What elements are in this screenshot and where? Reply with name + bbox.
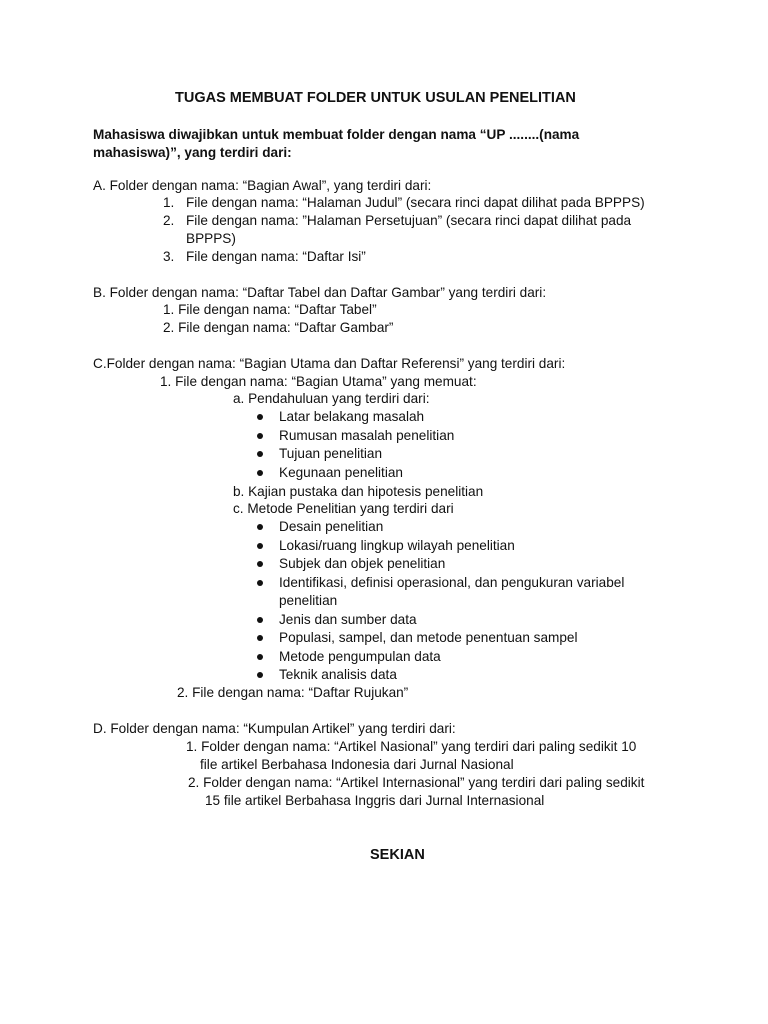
section-a-item-text: File dengan nama: “Daftar Isi” [186, 249, 366, 264]
bullet-icon [257, 470, 263, 476]
section-a-heading: A. Folder dengan nama: “Bagian Awal”, yang terdiri dari: [93, 178, 432, 193]
section-c-heading: C.Folder dengan nama: “Bagian Utama dan Daftar Referensi” yang terdiri dari: [93, 356, 566, 371]
list-item: Metode pengumpulan data [279, 649, 441, 664]
section-a-item-num: 2. [163, 213, 175, 228]
list-item: Desain penelitian [279, 519, 384, 534]
section-c-file-2: 2. File dengan nama: “Daftar Rujukan” [177, 685, 409, 700]
list-item: Tujuan penelitian [279, 446, 383, 461]
bullet-icon [257, 561, 263, 567]
section-b-heading: B. Folder dengan nama: “Daftar Tabel dan Daftar Gambar” yang terdiri dari: [93, 285, 547, 300]
list-item: Identifikasi, definisi operasional, dan pengukuran variabel [279, 575, 625, 590]
section-a-item-num: 3. [163, 249, 175, 264]
list-item-cont: penelitian [279, 593, 338, 608]
section-d-item-2: 2. Folder dengan nama: “Artikel Internasional” yang terdiri dari paling sedikit [188, 775, 645, 790]
section-c-file-1: 1. File dengan nama: “Bagian Utama” yang memuat: [160, 374, 477, 389]
bullet-icon [257, 580, 263, 586]
section-d-item-1: 1. Folder dengan nama: “Artikel Nasional” yang terdiri dari paling sedikit 10 [186, 739, 637, 754]
closing-text: SEKIAN [370, 847, 425, 863]
intro-line-1: Mahasiswa diwajibkan untuk membuat folder dengan nama “UP ........(nama [93, 127, 580, 142]
list-item: Populasi, sampel, dan metode penentuan sampel [279, 630, 578, 645]
bullet-icon [257, 451, 263, 457]
bullet-icon [257, 617, 263, 623]
section-c-sub-a: a. Pendahuluan yang terdiri dari: [233, 391, 430, 406]
section-b-item: 1. File dengan nama: “Daftar Tabel” [163, 302, 377, 317]
list-item: Teknik analisis data [279, 667, 397, 682]
list-item: Jenis dan sumber data [279, 612, 417, 627]
section-a-item-num: 1. [163, 195, 175, 210]
section-a-item-text: File dengan nama: ”Halaman Persetujuan” (secara rinci dapat dilihat pada [186, 213, 632, 228]
section-a-item-text: File dengan nama: “Halaman Judul” (secara rinci dapat dilihat pada BPPPS) [186, 195, 645, 210]
bullet-icon [257, 524, 263, 530]
list-item: Subjek dan objek penelitian [279, 556, 446, 571]
bullet-icon [257, 414, 263, 420]
list-item: Kegunaan penelitian [279, 465, 403, 480]
list-item: Lokasi/ruang lingkup wilayah penelitian [279, 538, 515, 553]
section-a-item-text-cont: BPPPS) [186, 231, 236, 246]
document-title: TUGAS MEMBUAT FOLDER UNTUK USULAN PENELITIAN [175, 90, 576, 106]
bullet-icon [257, 654, 263, 660]
section-c-sub-c: c. Metode Penelitian yang terdiri dari [233, 501, 454, 516]
section-d-item-2-cont: 15 file artikel Berbahasa Inggris dari Jurnal Internasional [205, 793, 545, 808]
section-d-item-1-cont: file artikel Berbahasa Indonesia dari Jurnal Nasional [200, 757, 514, 772]
bullet-icon [257, 635, 263, 641]
section-c-sub-b: b. Kajian pustaka dan hipotesis penelitian [233, 484, 484, 499]
bullet-icon [257, 543, 263, 549]
list-item: Rumusan masalah penelitian [279, 428, 455, 443]
list-item: Latar belakang masalah [279, 409, 425, 424]
bullet-icon [257, 433, 263, 439]
section-d-heading: D. Folder dengan nama: “Kumpulan Artikel” yang terdiri dari: [93, 721, 456, 736]
intro-line-2: mahasiswa)”, yang terdiri dari: [93, 145, 292, 160]
bullet-icon [257, 672, 263, 678]
section-b-item: 2. File dengan nama: “Daftar Gambar” [163, 320, 394, 335]
